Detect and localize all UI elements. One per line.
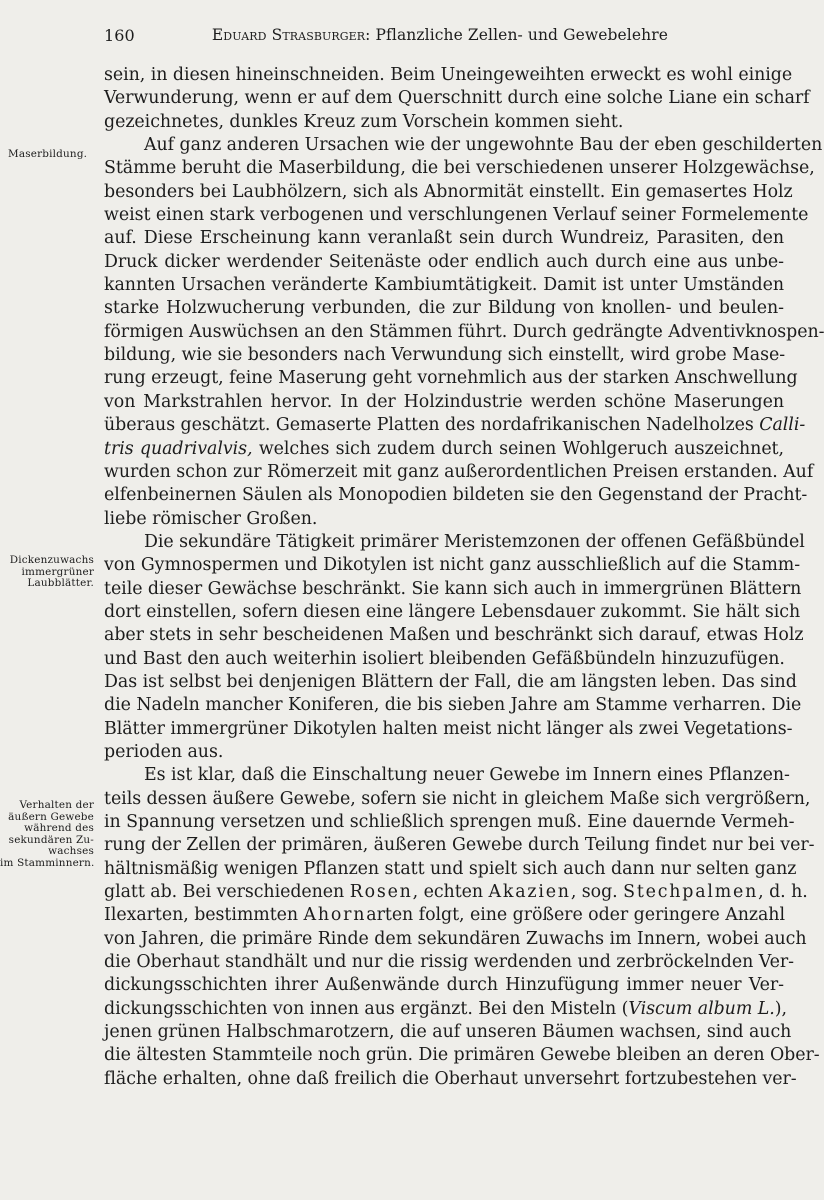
text-line bbox=[104, 998, 787, 1021]
margin-note-maserbildung bbox=[8, 149, 102, 161]
text-line: gezeichnetes, dunkles Kreuz zum Vorschein kommen sieht. bbox=[104, 111, 624, 132]
running-title bbox=[212, 26, 668, 44]
text-line bbox=[104, 414, 806, 437]
text-segment: , sog. bbox=[570, 882, 624, 903]
text-segment: dickungsschichten von innen aus ergänzt. Bei den Misteln ( bbox=[104, 998, 629, 1019]
text-line: fläche erhalten, ohne daß freilich die Oberhaut unversehrt fortzubestehen ver- bbox=[104, 1068, 797, 1089]
text-line: Verwunderung, wenn er auf dem Querschnitt durch eine solche Liane ein scharf bbox=[104, 88, 810, 109]
text-line: rung erzeugt, feine Maserung geht vornehmlich aus der starken Anschwellung bbox=[104, 368, 798, 389]
text-line: perioden aus. bbox=[104, 741, 224, 762]
text-line: dickungsschichten ihrer Außenwände durch Hinzufügung immer neuer Ver- bbox=[104, 975, 784, 996]
text-line: Das ist selbst bei denjenigen Blättern der Fall, die am längsten leben. Das sind bbox=[104, 671, 797, 692]
plant-name-spaced: Rosen bbox=[349, 882, 413, 903]
margin-note-line: Maserbildung. bbox=[8, 148, 88, 160]
text-segment: , echten bbox=[412, 882, 489, 903]
margin-note-line: Verhalten der bbox=[19, 799, 94, 811]
text-line: Die sekundäre Tätigkeit primärer Meristemzonen der offenen Gefäßbündel bbox=[144, 531, 805, 552]
margin-note-line: wachses bbox=[48, 845, 94, 857]
text-line: und Bast den auch weiterhin isoliert bleibenden Gefäßbündeln hinzuzufügen. bbox=[104, 648, 785, 669]
margin-note-line: Dickenzuwachs bbox=[9, 554, 94, 566]
plant-name-spaced: Ahorn bbox=[303, 905, 367, 926]
text-line: besonders bei Laubhölzern, sich als Abnormität einstellt. Ein gemasertes Holz bbox=[104, 181, 793, 202]
text-line: von Jahren, die primäre Rinde dem sekundären Zuwachs im Innern, wobei auch bbox=[104, 928, 807, 949]
running-head bbox=[104, 26, 668, 48]
text-line: die Nadeln mancher Koniferen, die bis sieben Jahre am Stamme verharren. Die bbox=[104, 695, 802, 716]
margin-note-line: äußern Gewebe bbox=[8, 810, 94, 823]
text-line bbox=[104, 438, 784, 461]
text-segment: überaus geschätzt. Gemaserte Platten des nordafrikanischen Nadelholzes bbox=[104, 415, 760, 436]
text-line bbox=[104, 904, 784, 927]
text-segment: arten folgt, eine größere oder geringere Anzahl bbox=[366, 905, 785, 926]
plant-name-spaced: Stechpalmen bbox=[623, 882, 759, 903]
margin-note-line: Laubblätter. bbox=[27, 577, 94, 589]
text-line: dort einstellen, sofern diesen eine längere Lebensdauer zukommt. Sie hält sich bbox=[104, 601, 801, 622]
text-segment: welches sich zudem durch seinen Wohlgeruch auszeichnet, bbox=[252, 438, 784, 459]
text-line: liebe römischer Großen. bbox=[104, 508, 318, 529]
text-line: Stämme beruht die Maserbildung, die bei verschiedenen unserer Holzgewächse, bbox=[104, 158, 815, 179]
text-line: Auf ganz anderen Ursachen wie der ungewohnte Bau der eben geschilderten bbox=[144, 135, 823, 156]
text-segment: , d. h. bbox=[758, 882, 808, 903]
species-name-italic: Viscum album L. bbox=[628, 998, 775, 1019]
text-line: teile dieser Gewächse beschränkt. Sie kann sich auch in immergrünen Blättern bbox=[104, 578, 802, 599]
species-name-italic: tris quadrivalvis, bbox=[104, 438, 253, 459]
text-segment: glatt ab. Bei verschiedenen bbox=[104, 882, 350, 903]
page-number: 160 bbox=[104, 26, 135, 45]
text-line: aber stets in sehr bescheidenen Maßen und beschränkt sich darauf, etwas Holz bbox=[104, 625, 804, 646]
margin-note-dickenzuwachs bbox=[0, 555, 94, 590]
text-line: die ältesten Stammteile noch grün. Die primären Gewebe bleiben an deren Ober- bbox=[104, 1045, 820, 1066]
margin-note-line: immergrüner bbox=[21, 565, 94, 578]
text-line: von Gymnospermen und Dikotylen ist nicht ganz ausschließlich auf die Stamm- bbox=[104, 555, 801, 576]
text-line: in Spannung versetzen und schließlich sprengen muß. Eine dauernde Vermeh- bbox=[104, 812, 795, 832]
body-text bbox=[104, 64, 824, 1091]
running-title-text: : Pflanzliche Zellen- und Gewebelehre bbox=[365, 26, 668, 44]
text-line: hältnismäßig wenigen Pflanzen statt und spielt sich auch dann nur selten ganz bbox=[104, 858, 797, 879]
margin-note-line: während des bbox=[24, 822, 94, 834]
text-line bbox=[104, 881, 808, 904]
text-line: Blätter immergrüner Dikotylen halten meist nicht länger als zwei Vegetations- bbox=[104, 718, 793, 739]
text-line: kannten Ursachen veränderte Kambiumtätigkeit. Damit ist unter Umständen bbox=[104, 275, 784, 296]
margin-note-verhalten bbox=[0, 800, 94, 869]
text-segment: ), bbox=[774, 998, 787, 1019]
running-title-author: Eduard Strasburger bbox=[211, 26, 366, 44]
text-line: rung der Zellen der primären, äußeren Gewebe durch Teilung findet nur bei ver- bbox=[104, 835, 815, 856]
text-segment: Ilexarten, bestimmten bbox=[104, 905, 304, 926]
margin-note-line: sekundären Zu- bbox=[8, 833, 94, 846]
text-line: auf. Diese Erscheinung kann veranlaßt sein durch Wundreiz, Parasiten, den bbox=[104, 228, 784, 249]
text-line: weist einen stark verbogenen und verschlungenen Verlauf seiner Formelemente bbox=[104, 205, 809, 226]
text-line: die Oberhaut standhält und nur die rissig werdenden und zerbröckelnden Ver- bbox=[104, 952, 795, 973]
text-line: von Markstrahlen hervor. In der Holzindustrie werden schöne Maserungen bbox=[104, 391, 784, 412]
text-line: wurden schon zur Römerzeit mit ganz außerordentlichen Preisen erstanden. Auf bbox=[104, 461, 814, 482]
text-line: bildung, wie sie besonders nach Verwundung sich einstellt, wird grobe Mase- bbox=[104, 345, 786, 366]
text-line: sein, in diesen hineinschneiden. Beim Uneingeweihten erweckt es wohl einige bbox=[104, 65, 793, 85]
text-line: jenen grünen Halbschmarotzern, die auf unseren Bäumen wachsen, sind auch bbox=[104, 1022, 792, 1043]
text-line: Es ist klar, daß die Einschaltung neuer Gewebe im Innern eines Pflanzen- bbox=[144, 765, 790, 786]
text-line: Druck dicker werdender Seitenäste oder endlich auch durch eine aus unbe- bbox=[104, 251, 784, 272]
text-line: starke Holzwucherung verbunden, die zur Bildung von knollen- und beulen- bbox=[104, 298, 784, 319]
species-name-italic: Calli- bbox=[759, 415, 806, 436]
text-line: förmigen Auswüchsen an den Stämmen führt. Durch gedrängte Adventivknospen- bbox=[104, 321, 824, 342]
margin-note-line: im Stamminnern. bbox=[0, 856, 95, 869]
text-line: teils dessen äußere Gewebe, sofern sie nicht in gleichem Maße sich vergrößern, bbox=[104, 788, 811, 809]
text-line: elfenbeinernen Säulen als Monopodien bildeten sie den Gegenstand der Pracht- bbox=[104, 485, 808, 506]
plant-name-spaced: Akazien bbox=[488, 882, 571, 903]
